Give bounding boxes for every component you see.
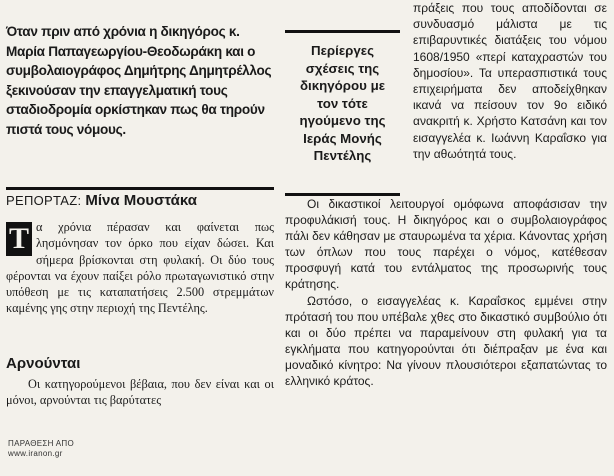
article-column-1 — [6, 219, 274, 317]
byline-author: Μίνα Μουστάκα — [85, 192, 197, 209]
pull-quote-line: Περίεργες — [311, 43, 374, 58]
intro-paragraph — [6, 219, 274, 317]
credit-line: ΠΑΡΑΘΕΣΗ ΑΠΟ — [8, 439, 75, 448]
pull-quote-box — [285, 30, 400, 196]
pull-quote-line: Ιεράς Μονής — [303, 130, 382, 146]
pull-quote-line: δικηγόρου με — [299, 78, 386, 93]
byline — [6, 187, 274, 209]
article-column-3 — [285, 196, 607, 389]
pull-quote-line: ηγούμενο της — [299, 113, 386, 128]
article-column-2 — [413, 0, 607, 162]
pull-quote-line: τον τότε — [317, 95, 368, 111]
detention-paragraph: Οι δικαστικοί λειτουργοί ομόφωνα αποφάσισαν την προφυλάκισή τους. Η δικηγόρος και ο συμβολαιογράφος πάλι δεν κάθησαν με σταυρωμένα τα χέρια. Κάνοντας χρήση των όπλων που τους παρέχει ο νόμος, κατέθεσαν προσφυγή κατά του εντάλματος της προσωρινής τους κράτησης. — [285, 197, 607, 292]
drop-cap: Τ — [6, 222, 32, 256]
prosecutor-paragraph: Ωστόσο, ο εισαγγελέας κ. Καραΐσκος εμμένει στην πρότασή του που υπέβαλε χθες στο δικαστικό συμβούλιο ότι και οι δύο πρέπει να παραμείνουν στη φυλακή για τα εγκλήματα που κατηγορούνται ότι διέπραξαν με ένα και μοναδικό κίνητρο: Να γίνουν πλουσιότεροι εξαπατώντας το ελληνικό κράτος. — [285, 293, 607, 389]
pull-quote-line: σχέσεις της — [305, 60, 380, 76]
credit-url: www.iranon.gr — [8, 449, 63, 458]
subheading: Αρνούνται — [6, 355, 81, 372]
byline-label: ΡΕΠΟΡΤΑΖ: — [6, 193, 82, 208]
article-lede: Όταν πριν από χρόνια η δικηγόρος κ. Μαρία Παπαγεωργίου-Θεοδωράκη και ο συμβολαιογράφος Δημήτρης Δημητρέλλος ξεκινούσαν την επαγγελματική τους σταδιοδρομία ορκίστηκαν πως θα τηρούν πιστά τους νόμους. — [6, 24, 272, 137]
denial-paragraph: Οι κατηγορούμενοι βέβαια, που δεν είναι και οι μόνοι, αρνούνται τις βαρύτατες — [6, 377, 274, 408]
intro-text: α χρόνια πέρασαν και φαίνεται πως λησμόνησαν τον όρκο που είχαν δώσει. Και σήμερα βρίσκονται στη φυλακή. Οι δύο τους φέρονται να έχουν παίξει ρόλο πρωταγωνιστικό στην υπόθεση με τις καταπατήσεις 2.500 στρεμμάτων καμένης γης στην περιοχή της Πεντέλης. — [6, 220, 274, 316]
source-credit — [8, 439, 74, 459]
article-column-1-continued — [6, 376, 274, 409]
pull-quote-line: Πεντέλης — [313, 148, 372, 163]
charges-paragraph: πράξεις που τους αποδίδονται σε συνδυασμό μάλιστα με τις επιβαρυντικές διατάξεις του νόμου 1608/1950 «περί καταχραστών του δημοσίου». Τα υπερασπιστικά τους επιχειρήματα δεν αποδείχθηκαν ικανά να πείσουν τον 9ο ειδικό ανακριτή κ. Χρήστο Κατσάνη και τον εισαγγελέα κ. Ιωάννη Καραΐσκο για την αθωότητά τους. — [413, 1, 607, 161]
